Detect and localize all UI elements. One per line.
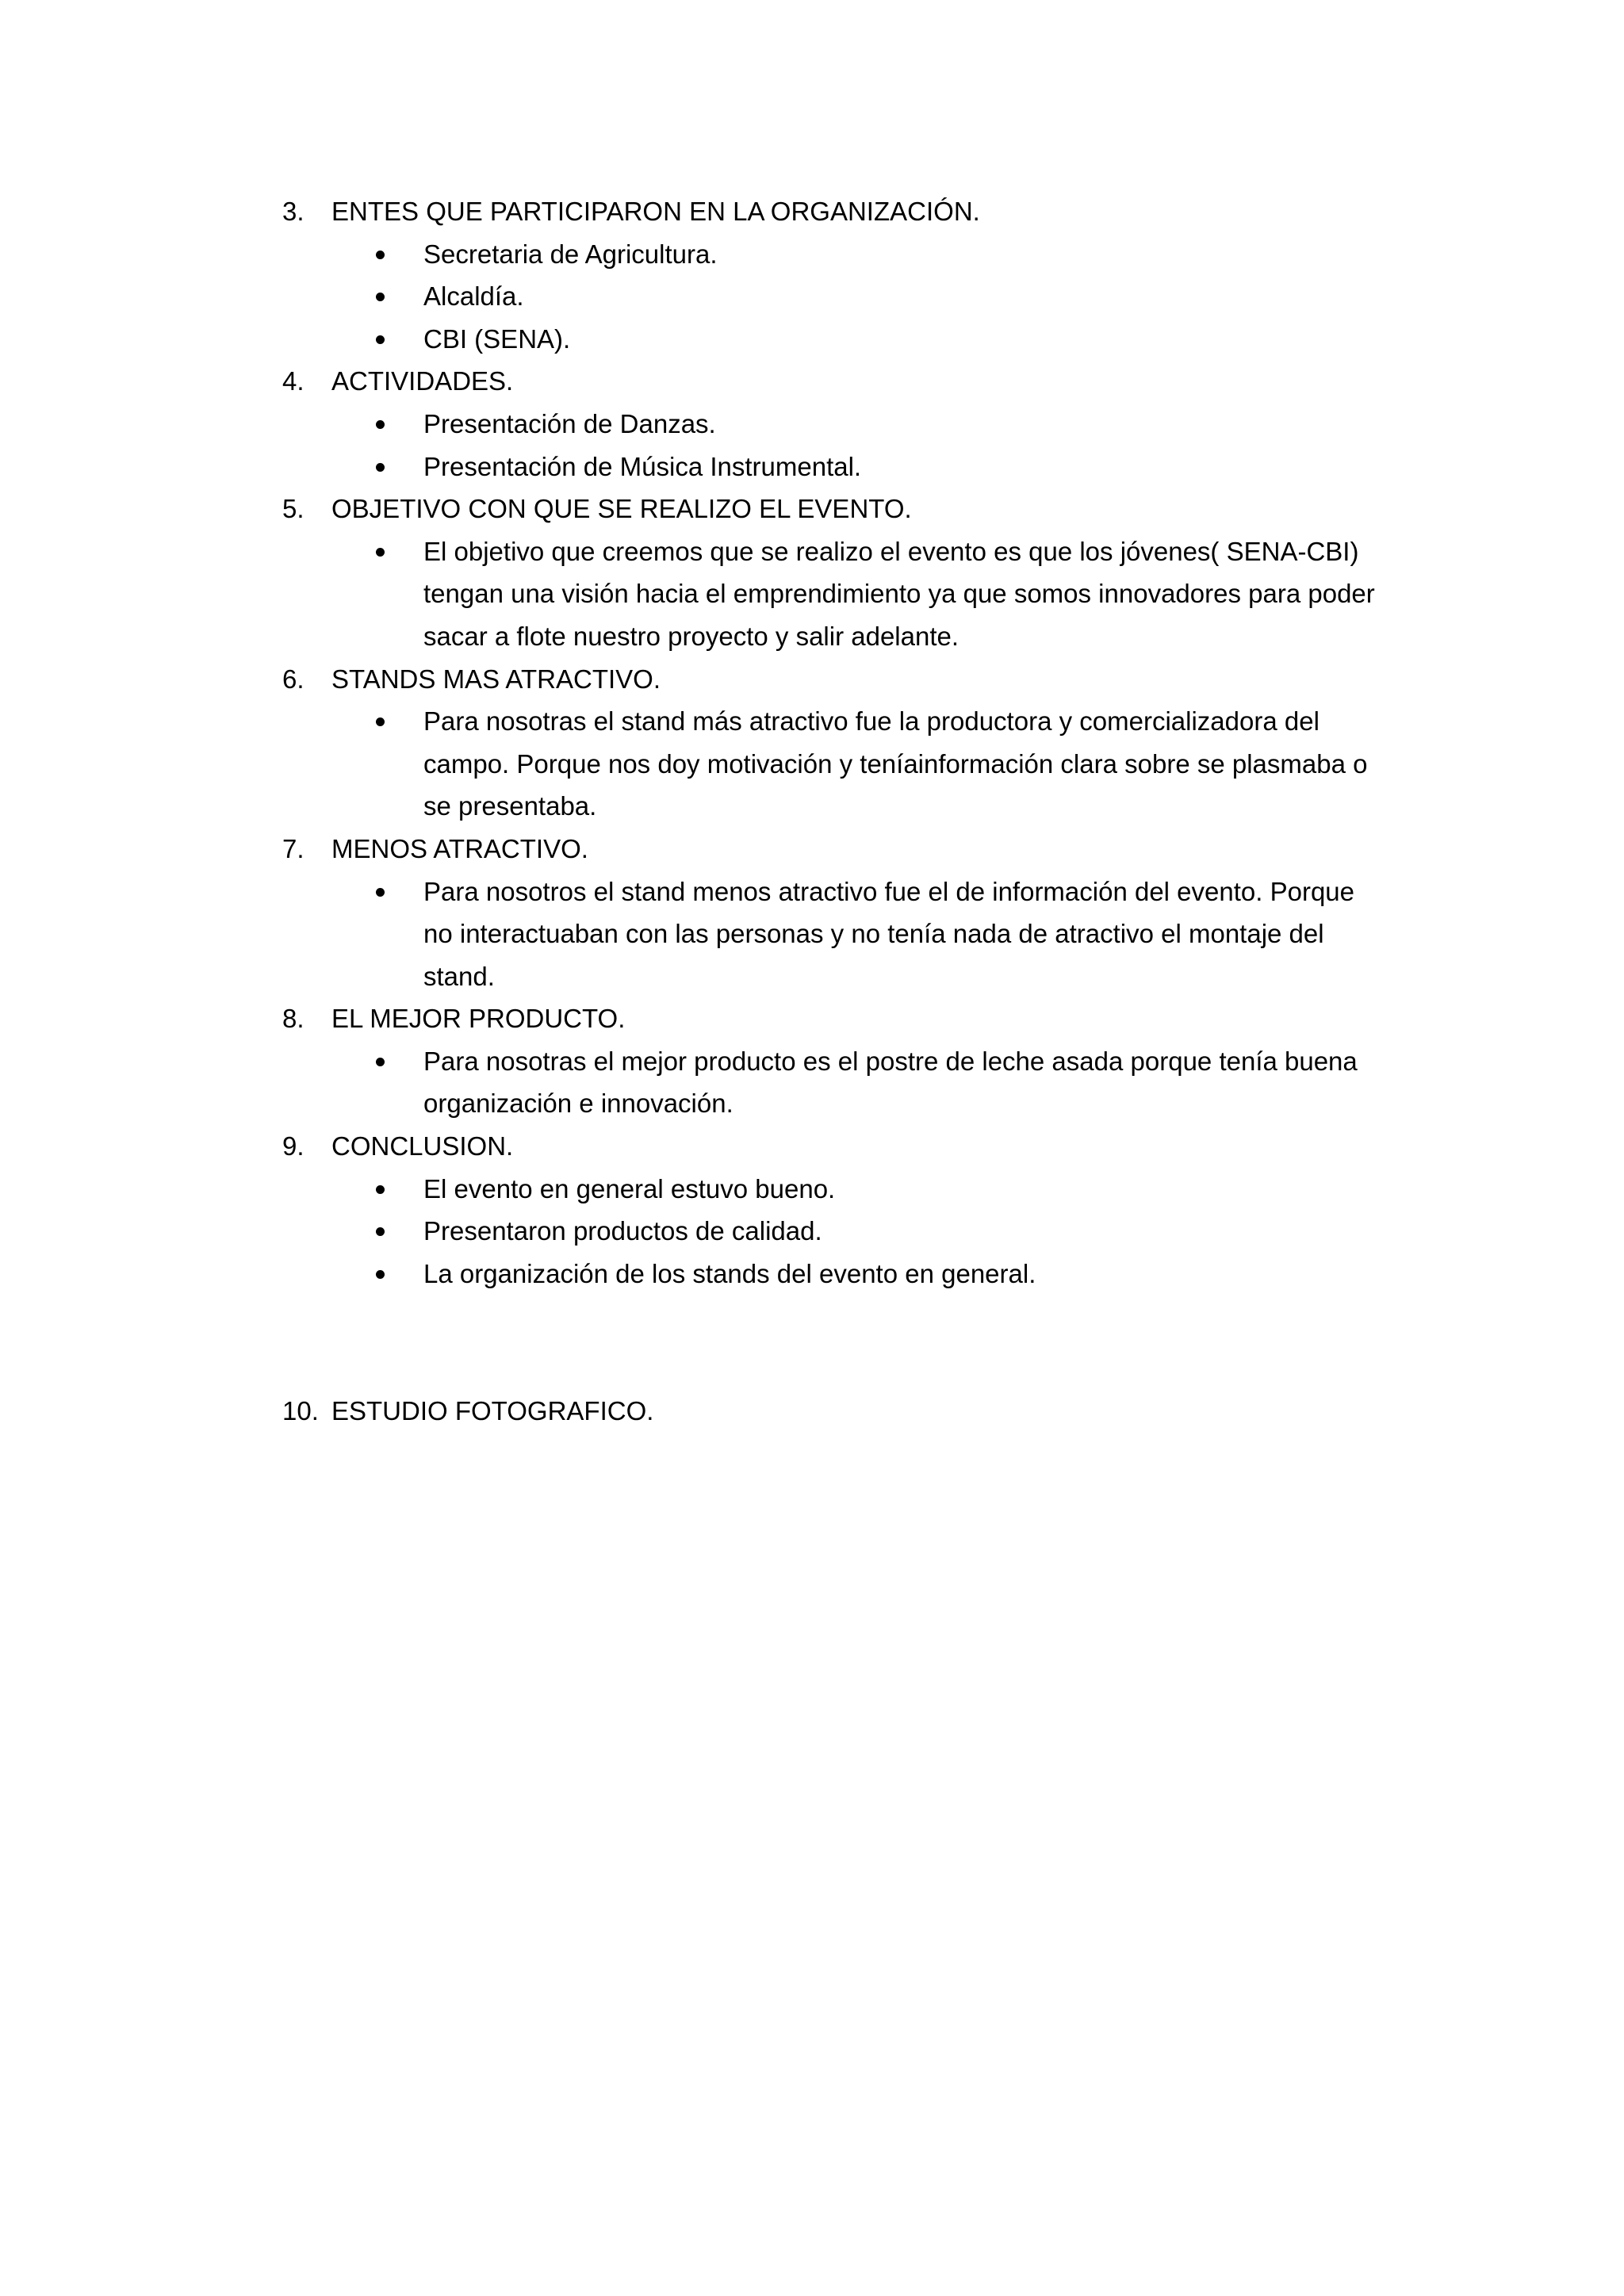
list-item bbox=[282, 871, 1624, 998]
bullet-icon bbox=[376, 1058, 385, 1066]
list-item bbox=[282, 318, 1624, 361]
section-heading bbox=[282, 1390, 1392, 1433]
list-item-text: Para nosotras el stand más atractivo fue la productora y comercializadora del campo. Porque nos doy motivación y teníainformación clara sobre se plasmaba o se presentaba. bbox=[423, 706, 1368, 821]
section-heading bbox=[282, 360, 1392, 403]
section-number: 9. bbox=[282, 1131, 304, 1161]
list-item bbox=[282, 446, 1624, 488]
list-item-text: Secretaria de Agricultura. bbox=[423, 239, 718, 269]
section-heading bbox=[282, 997, 1392, 1040]
section-heading bbox=[282, 190, 1392, 233]
list-item-text: Alcaldía. bbox=[423, 281, 524, 312]
bullet-icon bbox=[376, 420, 385, 429]
bullet-list bbox=[282, 1168, 1392, 1295]
list-item bbox=[282, 233, 1624, 276]
section-number: 3. bbox=[282, 197, 304, 226]
bullet-icon bbox=[376, 1185, 385, 1194]
list-item bbox=[282, 1210, 1624, 1253]
section-number: 8. bbox=[282, 1004, 304, 1034]
section-title: ESTUDIO FOTOGRAFICO. bbox=[331, 1396, 654, 1426]
section-heading bbox=[282, 1125, 1392, 1168]
section-title: EL MEJOR PRODUCTO. bbox=[331, 1004, 626, 1034]
section-number: 4. bbox=[282, 366, 304, 396]
section-title: ENTES QUE PARTICIPARON EN LA ORGANIZACIÓN. bbox=[331, 197, 980, 226]
section-title: OBJETIVO CON QUE SE REALIZO EL EVENTO. bbox=[331, 494, 912, 524]
section-8 bbox=[282, 997, 1392, 1125]
list-item bbox=[282, 1253, 1624, 1295]
list-item bbox=[282, 530, 1624, 658]
bullet-icon bbox=[376, 293, 385, 301]
section-4 bbox=[282, 360, 1392, 488]
section-number: 10. bbox=[282, 1396, 319, 1426]
section-title: MENOS ATRACTIVO. bbox=[331, 833, 588, 863]
bullet-icon bbox=[376, 1227, 385, 1236]
bullet-list bbox=[282, 871, 1392, 998]
section-title: STANDS MAS ATRACTIVO. bbox=[331, 664, 661, 694]
bullet-icon bbox=[376, 888, 385, 897]
section-6 bbox=[282, 658, 1392, 828]
section-heading bbox=[282, 828, 1392, 871]
list-item bbox=[282, 403, 1624, 446]
list-item bbox=[282, 275, 1624, 318]
section-title: ACTIVIDADES. bbox=[331, 366, 514, 396]
bullet-icon bbox=[376, 1270, 385, 1279]
section-7 bbox=[282, 828, 1392, 997]
section-10 bbox=[282, 1390, 1392, 1433]
list-item-text: El evento en general estuvo bueno. bbox=[423, 1173, 836, 1203]
bullet-icon bbox=[376, 548, 385, 557]
bullet-icon bbox=[376, 718, 385, 726]
bullet-list bbox=[282, 403, 1392, 488]
list-item-text: Presentaron productos de calidad. bbox=[423, 1216, 822, 1246]
bullet-icon bbox=[376, 335, 385, 344]
section-number: 6. bbox=[282, 664, 304, 694]
bullet-icon bbox=[376, 463, 385, 472]
section-number: 5. bbox=[282, 494, 304, 524]
section-3 bbox=[282, 190, 1392, 360]
section-number: 7. bbox=[282, 833, 304, 863]
list-item-text: Presentación de Danzas. bbox=[423, 408, 716, 438]
list-item-text: La organización de los stands del evento en general. bbox=[423, 1258, 1036, 1288]
list-item bbox=[282, 1168, 1624, 1211]
list-item bbox=[282, 1040, 1624, 1125]
bullet-list bbox=[282, 1040, 1392, 1125]
bullet-list bbox=[282, 530, 1392, 658]
paragraph-spacer bbox=[282, 1295, 1392, 1390]
section-heading bbox=[282, 488, 1392, 530]
bullet-list bbox=[282, 700, 1392, 828]
bullet-list bbox=[282, 233, 1392, 361]
document-content bbox=[282, 190, 1392, 1433]
list-item bbox=[282, 700, 1624, 828]
list-item-text: El objetivo que creemos que se realizo el evento es que los jóvenes( SENA-CBI) tengan una visión hacia el emprendimiento ya que somos innovadores para poder sacar a flote nuestro proyecto y salir adelante. bbox=[423, 536, 1375, 651]
section-9 bbox=[282, 1125, 1392, 1295]
list-item-text: Para nosotros el stand menos atractivo fue el de información del evento. Porque no interactuaban con las personas y no tenía nada de atractivo el montaje del stand. bbox=[423, 876, 1355, 991]
list-item-text: CBI (SENA). bbox=[423, 323, 571, 354]
section-heading bbox=[282, 658, 1392, 701]
list-item-text: Para nosotras el mejor producto es el postre de leche asada porque tenía buena organización e innovación. bbox=[423, 1046, 1358, 1119]
list-item-text: Presentación de Música Instrumental. bbox=[423, 451, 862, 481]
bullet-icon bbox=[376, 251, 385, 259]
section-title: CONCLUSION. bbox=[331, 1131, 514, 1161]
section-5 bbox=[282, 488, 1392, 657]
